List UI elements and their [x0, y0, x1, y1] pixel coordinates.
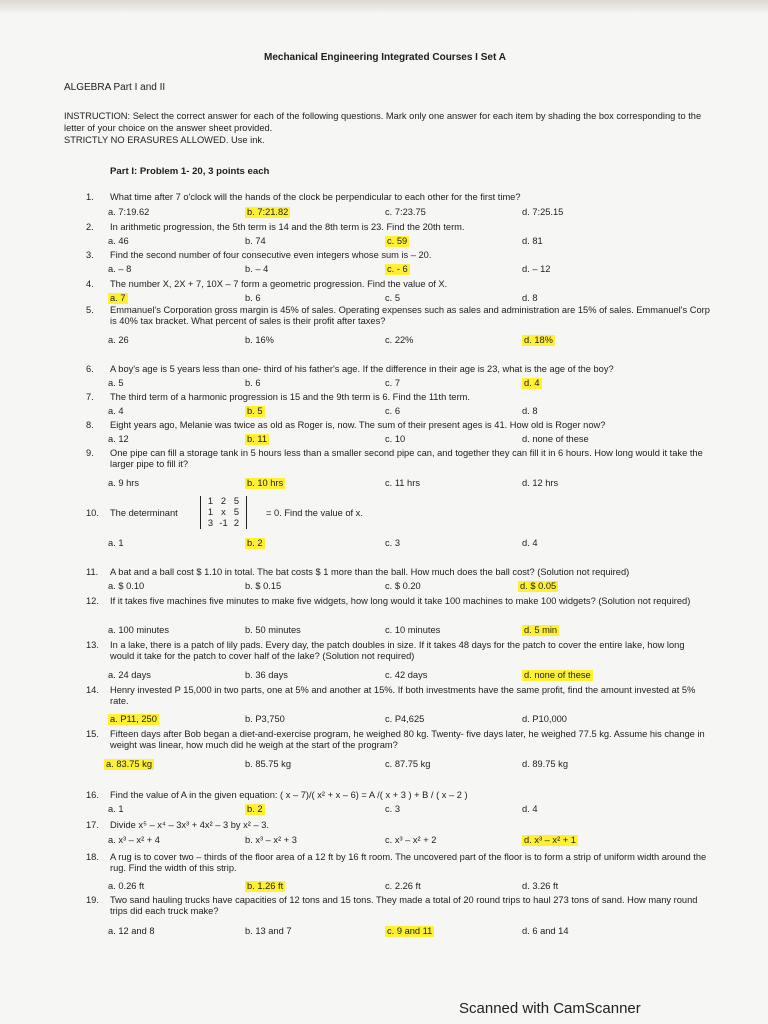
option-b: b. 11 — [247, 434, 267, 444]
option-b: b. – 4 — [245, 264, 269, 274]
option-c: c. $ 0.20 — [385, 581, 421, 591]
option-c: c. 10 — [385, 434, 406, 444]
matrix-cell: 3 — [207, 518, 214, 528]
option-c: c. 11 hrs — [385, 478, 420, 488]
option-d: d. 81 — [522, 236, 543, 246]
option-d: d. P10,000 — [522, 714, 567, 724]
question-number: 11. — [86, 567, 99, 577]
question-text: If it takes five machines five minutes to make five widgets, how long would it take 100 machines to make 100 widgets? (Solution not required) — [110, 596, 691, 606]
option-d: d. none of these — [524, 670, 591, 680]
question-number: 6. — [86, 364, 94, 374]
determinant-condition: = 0. Find the value of x. — [266, 508, 363, 518]
question-text: The determinant — [110, 508, 178, 518]
option-a: a. 5 — [108, 378, 124, 388]
question-text: A boy's age is 5 years less than one- third of his father's age. If the difference in their age is 23, what is the age of the boy? — [110, 364, 614, 374]
option-b: b. P3,750 — [245, 714, 285, 724]
option-a: a. 7:19.62 — [108, 207, 150, 217]
option-b: b. 7:21.82 — [247, 207, 289, 217]
option-c: c. 87.75 kg — [385, 759, 431, 769]
question-text: In arithmetic progression, the 5th term is 14 and the 8th term is 23. Find the 20th term. — [110, 222, 465, 232]
option-d: d. 4 — [524, 378, 540, 388]
option-a: a. 7 — [110, 293, 126, 303]
option-b: b. 6 — [245, 378, 261, 388]
option-d: d. 3.26 ft — [522, 881, 559, 891]
option-c: c. 42 days — [385, 670, 428, 680]
option-b: b. 13 and 7 — [245, 926, 292, 936]
question-number: 1. — [86, 192, 94, 202]
question-text: In a lake, there is a patch of lily pads. Every day, the patch doubles in size. If it takes 48 days for the patch to cover the entire lake, how long would it take for the patch to cover half of the lake? (Solution not required) — [110, 640, 685, 661]
option-d: d. 5 min — [524, 625, 558, 635]
question-number: 5. — [86, 305, 94, 315]
option-c: c. 10 minutes — [385, 625, 441, 635]
option-b: b. 85.75 kg — [245, 759, 292, 769]
option-c: c. - 6 — [387, 264, 408, 274]
question-number: 8. — [86, 420, 94, 430]
option-c: c. 3 — [385, 804, 400, 814]
option-a: a. $ 0.10 — [108, 581, 145, 591]
option-a: a. 26 — [108, 335, 129, 345]
option-d: d. 18% — [524, 335, 553, 345]
option-d: d. 12 hrs — [522, 478, 559, 488]
option-b: b. 10 hrs — [247, 478, 284, 488]
question-number: 12. — [86, 596, 99, 606]
option-b: b. 2 — [247, 804, 263, 814]
option-a: a. 9 hrs — [108, 478, 140, 488]
question-number: 3. — [86, 250, 94, 260]
option-c: c. 5 — [385, 293, 400, 303]
question-text: The number X, 2X + 7, 10X – 7 form a geometric progression. Find the value of X. — [110, 279, 448, 289]
option-a: a. 24 days — [108, 670, 151, 680]
option-c: c. 3 — [385, 538, 400, 548]
option-c: c. 59 — [387, 236, 408, 246]
question-number: 16. — [86, 790, 99, 800]
matrix-cell: 5 — [233, 496, 240, 506]
question-number: 9. — [86, 448, 94, 458]
page-title: Mechanical Engineering Integrated Courses I Set A — [264, 52, 506, 63]
option-c: c. x³ – x² + 2 — [385, 835, 437, 845]
option-c: c. 7 — [385, 378, 400, 388]
instruction-text: INSTRUCTION: Select the correct answer for each of the following questions. Mark only one answer for each item by shading the box corresponding to the letter of your choice on the answer sheet provided. — [64, 111, 702, 133]
option-d: d. 7:25.15 — [522, 207, 564, 217]
option-d: d. – 12 — [522, 264, 551, 274]
question-text: Henry invested P 15,000 in two parts, one at 5% and another at 15%. If both investments have the same profit, find the amount invested at 5% rate. — [110, 685, 696, 706]
matrix-cell: 5 — [233, 507, 240, 517]
option-c: c. 9 and 11 — [387, 926, 433, 936]
matrix-cell: 2 — [220, 496, 227, 506]
question-text: Eight years ago, Melanie was twice as old as Roger is, now. The sum of their present ages is 41. How old is Roger now? — [110, 420, 606, 430]
question-number: 14. — [86, 685, 99, 695]
question-number: 2. — [86, 222, 94, 232]
question-text: The third term of a harmonic progression is 15 and the 9th term is 6. Find the 11th term. — [110, 392, 470, 402]
option-a: a. 12 — [108, 434, 129, 444]
option-a: a. – 8 — [108, 264, 132, 274]
option-b: b. $ 0.15 — [245, 581, 282, 591]
question-text: Two sand hauling trucks have capacities of 12 tons and 15 tons. They made a total of 20 round trips to haul 273 tons of sand. How many round trips did each truck make? — [110, 895, 698, 916]
matrix-cell: 2 — [233, 518, 240, 528]
option-d: d. none of these — [522, 434, 589, 444]
determinant-matrix — [200, 496, 247, 529]
option-b: b. 2 — [247, 538, 263, 548]
scanner-watermark: Scanned with CamScanner — [459, 1000, 641, 1017]
matrix-cell: 1 — [207, 496, 214, 506]
option-a: a. 100 minutes — [108, 625, 169, 635]
option-d: d. 89.75 kg — [522, 759, 569, 769]
option-c: c. 7:23.75 — [385, 207, 426, 217]
option-d: d. 8 — [522, 406, 538, 416]
question-number: 15. — [86, 729, 99, 739]
question-number: 13. — [86, 640, 99, 650]
question-text: Find the value of A in the given equation: ( x – 7)/( x² + x – 6) = A /( x + 3 ) + B / ( x – 2 ) — [110, 790, 468, 800]
option-d: d. $ 0.05 — [520, 581, 557, 591]
option-d: d. x³ – x² + 1 — [524, 835, 576, 845]
matrix-cell: x — [221, 507, 226, 517]
option-b: b. x³ – x² + 3 — [245, 835, 297, 845]
option-b: b. 50 minutes — [245, 625, 301, 635]
question-number: 7. — [86, 392, 94, 402]
strict-note: STRICTLY NO ERASURES ALLOWED. Use ink. — [64, 135, 265, 145]
option-d: d. 6 and 14 — [522, 926, 569, 936]
question-text: Fifteen days after Bob began a diet-and-exercise program, he weighed 80 kg. Twenty- five days later, he weighed 77.5 kg. Assume his change in weight was linear, how much did he weigh at the start of the program? — [110, 729, 705, 750]
option-a: a. P11, 250 — [110, 714, 157, 724]
option-a: a. 4 — [108, 406, 124, 416]
option-a: a. 1 — [108, 804, 124, 814]
option-a: a. x³ – x² + 4 — [108, 835, 160, 845]
question-number: 17. — [86, 820, 99, 830]
part-heading: Part I: Problem 1- 20, 3 points each — [110, 166, 270, 177]
subject-heading: ALGEBRA Part I and II — [64, 82, 166, 93]
option-a: a. 0.26 ft — [108, 881, 145, 891]
option-b: b. 5 — [247, 406, 263, 416]
option-a: a. 1 — [108, 538, 124, 548]
option-b: b. 6 — [245, 293, 261, 303]
option-c: c. P4,625 — [385, 714, 425, 724]
option-b: b. 16% — [245, 335, 274, 345]
option-a: a. 12 and 8 — [108, 926, 155, 936]
question-text: A bat and a ball cost $ 1.10 in total. The bat costs $ 1 more than the ball. How much does the ball cost? (Solution not required) — [110, 567, 630, 577]
question-number: 4. — [86, 279, 94, 289]
option-c: c. 2.26 ft — [385, 881, 421, 891]
question-number: 19. — [86, 895, 99, 905]
question-text: Emmanuel's Corporation gross margin is 45% of sales. Operating expenses such as sales and administration are 15% of sales. Emmanuel's Corp is 40% tax bracket. What percent of sales is their profit after taxes? — [110, 305, 710, 326]
option-b: b. 1.26 ft — [247, 881, 284, 891]
question-number: 10. — [86, 508, 99, 518]
instructions — [64, 110, 714, 146]
question-text: One pipe can fill a storage tank in 5 hours less than a smaller second pipe can, and together they can fill it in 6 hours. How long would it take the larger pipe to fill it? — [110, 448, 703, 469]
question-text: Find the second number of four consecutive even integers whose sum is – 20. — [110, 250, 432, 260]
question-text: Divide x⁵ – x⁴ – 3x³ + 4x² – 3 by x² – 3. — [110, 820, 269, 830]
option-b: b. 74 — [245, 236, 266, 246]
question-text: A rug is to cover two – thirds of the floor area of a 12 ft by 16 ft room. The uncovered part of the floor is to form a strip of uniform width around the rug. Find the width of this strip. — [110, 852, 707, 873]
option-c: c. 22% — [385, 335, 414, 345]
option-d: d. 4 — [522, 538, 538, 548]
matrix-cell: 1 — [207, 507, 214, 517]
option-c: c. 6 — [385, 406, 400, 416]
option-b: b. 36 days — [245, 670, 288, 680]
question-number: 18. — [86, 852, 99, 862]
option-d: d. 4 — [522, 804, 538, 814]
option-a: a. 83.75 kg — [106, 759, 153, 769]
option-d: d. 8 — [522, 293, 538, 303]
matrix-cell: -1 — [219, 518, 228, 528]
question-text: What time after 7 o'clock will the hands of the clock be perpendicular to each other for the first time? — [110, 192, 521, 202]
option-a: a. 46 — [108, 236, 129, 246]
